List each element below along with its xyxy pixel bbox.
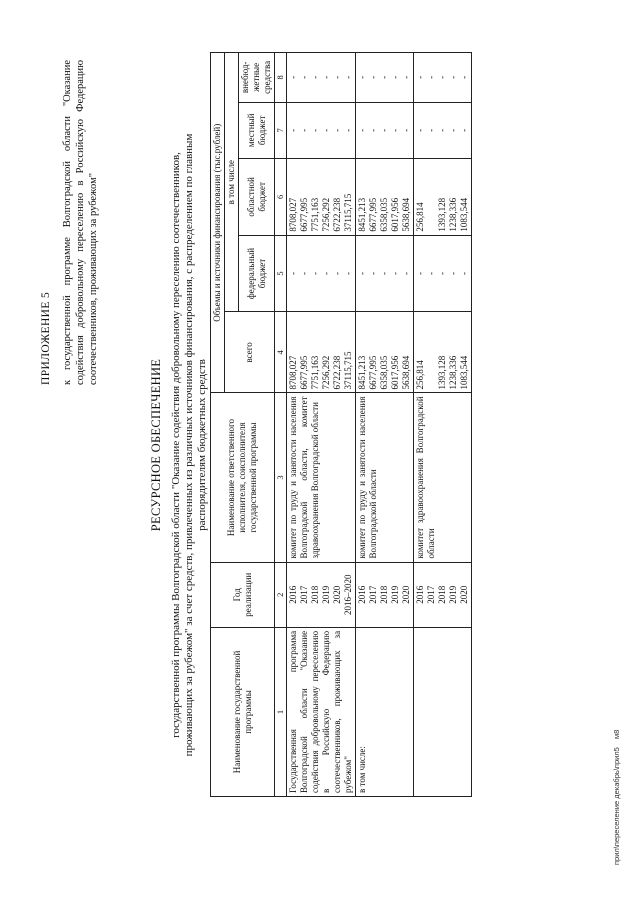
table-body	[287, 53, 472, 797]
appendix-block	[40, 60, 100, 385]
header-executor: Наименование ответственного исполнителя, соисполнителя государственной программы	[211, 393, 275, 562]
cell-value: 2016–2020	[343, 574, 353, 615]
footer	[612, 724, 621, 865]
cell-federal	[414, 235, 472, 312]
header-federal: федеральный бюджет	[239, 235, 275, 312]
cell-value: 5638,694	[401, 197, 411, 232]
cell-value: -	[299, 128, 309, 132]
cell-value: -	[415, 128, 425, 132]
cell-value: 6017,956	[390, 355, 400, 390]
cell-value: 256,814	[415, 202, 425, 232]
header-total: всего	[225, 312, 275, 393]
cell-value: -	[368, 128, 378, 132]
cell-executor: комитет по труду и занятости населения Волгоградской области, комитет здравоохранения Волгоградской области	[287, 393, 356, 562]
cell-value: 7256,292	[321, 355, 331, 390]
cell-value: -	[459, 272, 469, 275]
cell-value: -	[459, 128, 469, 132]
cell-value: 6677,995	[299, 355, 309, 390]
column-number: 7	[275, 102, 287, 158]
cell-value: -	[288, 128, 298, 132]
cell-value: -	[288, 75, 298, 79]
table-row	[414, 53, 472, 797]
cell-value: -	[332, 75, 342, 79]
cell-value: -	[459, 75, 469, 79]
cell-value: 5638,694	[401, 355, 411, 390]
cell-value: -	[310, 75, 320, 79]
cell-value: -	[437, 272, 447, 275]
cell-value: 37115,715	[343, 351, 353, 390]
cell-value: -	[390, 75, 400, 79]
cell-value: -	[426, 75, 436, 79]
cell-value: 6722,238	[332, 355, 342, 390]
header-volumes: Объемы и источники финансирования (тыс.рублей)	[211, 53, 225, 393]
column-number: 2	[275, 562, 287, 627]
cell-value: 8708,027	[288, 355, 298, 390]
resource-table	[210, 52, 472, 797]
cell-value: 6677,995	[368, 355, 378, 390]
cell-value: -	[379, 75, 389, 79]
cell-value: 1238,336	[448, 355, 458, 390]
cell-value: -	[357, 272, 367, 275]
cell-value: 1238,336	[448, 197, 458, 232]
cell-value: -	[401, 75, 411, 79]
cell-federal	[356, 235, 414, 312]
cell-value: 2017	[299, 585, 309, 604]
cell-value: 7751,163	[310, 355, 320, 390]
cell-value: -	[401, 128, 411, 132]
cell-value: 2019	[448, 585, 458, 604]
cell-value: 8708,027	[288, 197, 298, 232]
cell-program-name: Государственная программа Волгоградской области "Оказание содействия добровольному переселению в Российскую Федерацию соотечественников, проживающих за рубежом"	[287, 627, 356, 796]
cell-regional	[356, 159, 414, 236]
cell-regional	[414, 159, 472, 236]
cell-value: -	[437, 128, 447, 132]
cell-value: 6358,035	[379, 355, 389, 390]
cell-value: 2017	[368, 585, 378, 604]
heading-text: государственной программы Волгоградской области "Оказание содействия добровольному переселению соотечественников, проживающих за рубежом" за счет средств, привлеченных из различных источников финансирования, с распределением по главным распорядителям бюджетных средств	[170, 133, 208, 757]
cell-value: 37115,715	[343, 193, 353, 232]
cell-value: 6358,035	[379, 197, 389, 232]
cell-value: -	[379, 272, 389, 275]
cell-value: 2019	[390, 585, 400, 604]
cell-federal	[287, 235, 356, 312]
cell-year	[414, 562, 472, 627]
cell-total	[287, 312, 356, 393]
cell-total	[414, 312, 472, 393]
cell-total	[356, 312, 414, 393]
cell-value: 1083,544	[459, 197, 469, 232]
cell-value: 2020	[401, 585, 411, 604]
cell-extra	[414, 53, 472, 103]
appendix-title: ПРИЛОЖЕНИЕ 5	[40, 291, 52, 385]
cell-value: 6677,995	[368, 197, 378, 232]
cell-value: -	[426, 272, 436, 275]
cell-value: 2018	[437, 585, 447, 604]
cell-value: 1393,128	[437, 355, 447, 390]
header-year: Год реализации	[211, 562, 275, 627]
cell-extra	[287, 53, 356, 103]
cell-value: 1393,128	[437, 197, 447, 232]
cell-value: 8451,213	[357, 355, 367, 390]
cell-value: -	[321, 75, 331, 79]
cell-year	[287, 562, 356, 627]
cell-regional	[287, 159, 356, 236]
document-heading	[150, 125, 209, 765]
cell-value: 2016	[357, 585, 367, 604]
column-number: 5	[275, 235, 287, 312]
column-number: 1	[275, 627, 287, 796]
cell-value: -	[310, 128, 320, 132]
cell-value	[426, 162, 437, 232]
cell-value: -	[448, 272, 458, 275]
column-number: 6	[275, 159, 287, 236]
cell-value: -	[379, 128, 389, 132]
cell-value: -	[368, 75, 378, 79]
cell-local	[356, 102, 414, 158]
cell-value	[426, 315, 437, 389]
table-row	[356, 53, 414, 797]
cell-value: 2017	[426, 585, 436, 604]
cell-value: -	[357, 75, 367, 79]
cell-value: 6722,238	[332, 197, 342, 232]
footer-path: прил\переселение декабрь\прил5	[612, 747, 621, 865]
cell-value: -	[426, 128, 436, 132]
cell-value: -	[415, 272, 425, 275]
cell-value: 2016	[415, 585, 425, 604]
cell-value: 8451,213	[357, 197, 367, 232]
cell-value: -	[368, 272, 378, 275]
header-regional: областной бюджет	[239, 159, 275, 236]
cell-value: -	[299, 75, 309, 79]
cell-value: -	[332, 128, 342, 132]
cell-value: -	[332, 272, 342, 275]
cell-value: -	[310, 272, 320, 275]
cell-value: 2016	[288, 585, 298, 604]
cell-value: -	[390, 272, 400, 275]
cell-year	[356, 562, 414, 627]
header-local: местный бюджет	[239, 102, 275, 158]
heading-title: РЕСУРСНОЕ ОБЕСПЕЧЕНИЕ	[149, 358, 163, 532]
cell-value: -	[299, 272, 309, 275]
cell-value: -	[390, 128, 400, 132]
cell-value: -	[288, 272, 298, 275]
cell-local	[287, 102, 356, 158]
cell-value: -	[321, 272, 331, 275]
header-name: Наименование государственной программы	[211, 627, 275, 796]
footer-code: м8	[612, 729, 621, 740]
cell-value: -	[448, 75, 458, 79]
appendix-text: к государственной программе Волгоградской области "Оказание содействия добровольному переселению в Российскую Федерацию соотечественников, проживающих за рубежом"	[62, 60, 99, 385]
cell-value: 1083,544	[459, 355, 469, 390]
cell-value: -	[437, 75, 447, 79]
cell-extra	[356, 53, 414, 103]
cell-value: 2018	[310, 585, 320, 604]
header-including: в том числе	[225, 53, 239, 312]
cell-value: -	[357, 128, 367, 132]
cell-executor: комитет по труду и занятости населения Волгоградской области	[356, 393, 414, 562]
column-number: 3	[275, 393, 287, 562]
cell-value: -	[415, 75, 425, 79]
cell-executor: комитет здравоохранения Волгоградской области	[414, 393, 472, 562]
cell-program-name	[414, 627, 472, 796]
cell-value: -	[321, 128, 331, 132]
table-row	[287, 53, 356, 797]
cell-value: 2018	[379, 585, 389, 604]
cell-program-name: в том числе:	[356, 627, 414, 796]
cell-value: 2020	[459, 585, 469, 604]
cell-value: 6677,995	[299, 197, 309, 232]
cell-value: -	[343, 75, 353, 79]
cell-value: 6017,956	[390, 197, 400, 232]
cell-value: 7751,163	[310, 197, 320, 232]
cell-value: -	[401, 272, 411, 275]
column-number: 8	[275, 53, 287, 103]
column-number: 4	[275, 312, 287, 393]
cell-value: -	[448, 128, 458, 132]
cell-local	[414, 102, 472, 158]
cell-value: -	[343, 272, 353, 275]
header-extra: внебюд-жетные средства	[239, 53, 275, 103]
cell-value: -	[343, 128, 353, 132]
cell-value: 256,814	[415, 360, 425, 390]
cell-value: 7256,292	[321, 197, 331, 232]
cell-value: 2019	[321, 585, 331, 604]
cell-value: 2020	[332, 585, 342, 604]
